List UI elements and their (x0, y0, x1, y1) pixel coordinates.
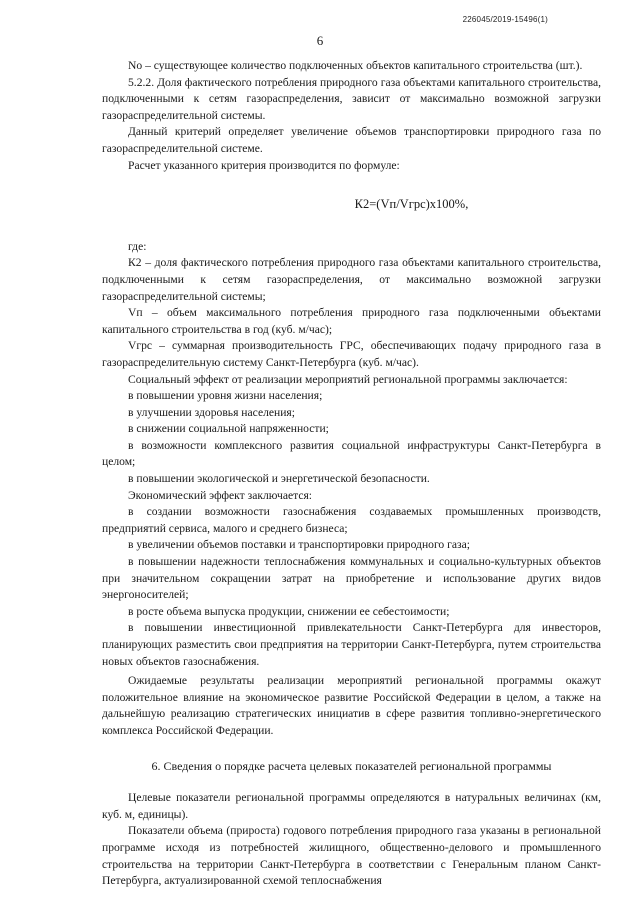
formula: К2=(Vп/Vгрс)х100%, (354, 197, 469, 212)
paragraph-where: где: (128, 239, 147, 253)
paragraph-criterion: Данный критерий определяет увеличение объемов транспортировки природного газа по газораспределительной системе. (102, 125, 601, 155)
page-number: 6 (316, 33, 324, 48)
list-item-economic-5: в повышении инвестиционной привлекательности Санкт-Петербурга для инвесторов, планирующих разместить свои предприятия на территории Санкт-Петербурга, путем строительства новых объектов газоснабжения. (102, 621, 601, 668)
list-item-social-4: в возможности комплексного развития социальной инфраструктуры Санкт-Петербурга в целом; (102, 438, 601, 469)
list-item-economic-2: в увеличении объемов поставки и транспортировки природного газа; (128, 538, 470, 552)
list-item-economic-1: в создании возможности газоснабжения создаваемых промышленных производств, предприятий сервиса, малого и среднего бизнеса; (102, 505, 601, 535)
paragraph-economic-effect: Экономический эффект заключается: (128, 488, 313, 502)
definition-vgrs: Vгрс – суммарная производительность ГРС, обеспечивающих подачу природного газа в газораспределительную систему Санкт-Петербурга (куб. м/час). (102, 339, 601, 369)
paragraph-target-indicators: Целевые показатели региональной программы определяются в натуральных величинах (км, куб. м, единицы). (102, 791, 601, 821)
paragraph-expected-results: Ожидаемые результаты реализации мероприятий региональной программы окажут положительное влияние на экономическое развитие Российской Федерации в целом, а также на дальнейшую реализацию стратегических инициатив в сфере развития топливно-энергетического комплекса Российской Федерации. (102, 674, 601, 737)
list-item-social-1: в повышении уровня жизни населения; (128, 389, 323, 403)
paragraph-formula-intro: Расчет указанного критерия производится по формуле: (128, 158, 400, 172)
document-id: 226045/2019-15496(1) (462, 15, 548, 24)
list-item-social-3: в снижении социальной напряженности; (128, 422, 329, 436)
list-item-economic-3: в повышении надежности теплоснабжения коммунальных и социально-культурных объектов при значительном сокращении затрат на приобретение и использование других видов энергоносителей; (102, 555, 601, 602)
document-body (102, 58, 601, 890)
definition-k2: К2 – доля фактического потребления природного газа объектами капитального строительства, подключенными к сетям газораспределения, от максимально возможной загрузки газораспределительной системы; (102, 256, 601, 303)
list-item-economic-4: в росте объема выпуска продукции, снижении ее себестоимости; (128, 604, 450, 618)
list-item-social-2: в улучшении здоровья населения; (128, 405, 295, 419)
section-heading-6: 6. Сведения о порядке расчета целевых показателей региональной программы (151, 758, 552, 773)
paragraph-consumption-indicators: Показатели объема (прироста) годового потребления природного газа указаны в региональной программе исходя из потребностей жилищного, общественно-делового и промышленного строительства на территории Санкт-Петербурга в соответствии с Генеральным планом Санкт-Петербурга, актуализированной схемой теплоснабжения (102, 824, 601, 888)
list-item-social-5: в повышении экологической и энергетической безопасности. (128, 472, 430, 486)
definition-vp: Vп – объем максимального потребления природного газа подключенными объектами капитального строительства в год (куб. м/час); (102, 306, 601, 336)
paragraph-social-effect: Социальный эффект от реализации мероприятий региональной программы заключается: (128, 372, 568, 386)
paragraph-5-2-2: 5.2.2. Доля фактического потребления природного газа объектами капитального строительства, подключенными к сетям газораспределения, зависит от максимально возможной загрузки газораспределительной системы. (102, 75, 601, 122)
paragraph-no-definition: No – существующее количество подключенных объектов капитального строительства (шт.). (128, 59, 583, 72)
